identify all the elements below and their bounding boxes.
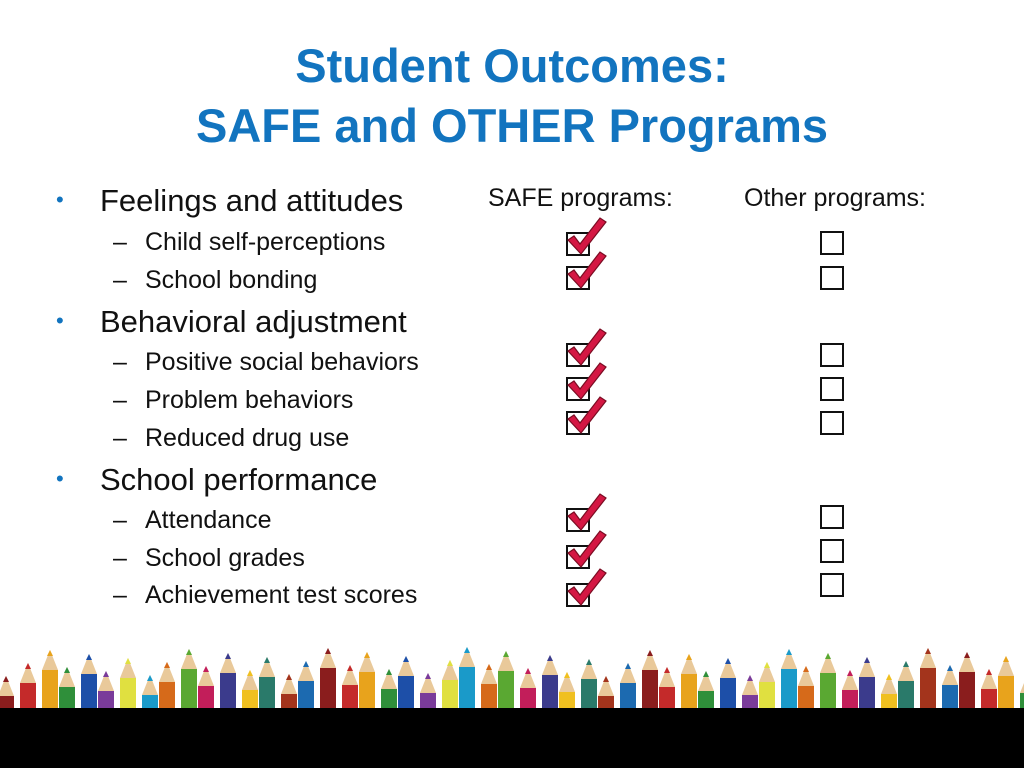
category-label: Feelings and attitudes [100,183,404,218]
bullet-icon: • [56,308,64,333]
outcome-label: Child self-perceptions [145,228,386,256]
pencil-icon [498,651,514,716]
category-feelings [56,183,403,219]
pencil-icon [42,650,58,716]
pencil-icon [542,655,558,716]
other-checkbox [820,231,844,255]
pencil-icon [820,653,836,716]
outcome-row [113,506,272,535]
pencil-icon [359,652,375,716]
outcome-row [113,544,305,573]
dash-icon: – [113,544,127,572]
other-column-header: Other programs: [744,184,927,212]
other-checkbox [820,539,844,563]
category-school [56,462,377,498]
title-line-1: Student Outcomes: [295,39,729,92]
pencil-icon [181,649,197,716]
pencil-icon [920,648,936,716]
dash-icon: – [113,348,127,376]
red-checkmark-icon [564,492,608,532]
category-behavioral [56,304,407,340]
bullet-icon: • [56,187,64,212]
outcome-label: Achievement test scores [145,581,418,609]
safe-column-header: SAFE programs: [488,184,673,212]
pencil-icon [320,648,336,716]
other-checkbox [820,573,844,597]
pencil-icon [220,653,236,716]
outcome-label: Reduced drug use [145,424,350,452]
category-label: School performance [100,462,378,497]
outcome-row [113,348,419,377]
bullet-icon: • [56,466,64,491]
outcome-row [113,386,353,415]
other-checkbox [820,505,844,529]
pencil-icon [398,656,414,716]
dash-icon: – [113,581,127,609]
pencil-icon [681,654,697,716]
dash-icon: – [113,228,127,256]
dash-icon: – [113,506,127,534]
other-checkbox [820,411,844,435]
dash-icon: – [113,424,127,452]
outcome-label: Attendance [145,506,272,534]
colored-pencils-banner [0,620,1024,716]
pencil-icon [998,656,1014,716]
red-checkmark-icon [564,567,608,607]
dash-icon: – [113,266,127,294]
other-checkbox [820,266,844,290]
outcome-row [113,581,417,610]
outcome-row [113,424,349,453]
red-checkmark-icon [564,250,608,290]
title-line-2: SAFE and OTHER Programs [196,99,828,152]
outcome-row [113,228,385,257]
red-checkmark-icon [564,395,608,435]
outcome-label: School grades [145,544,305,572]
red-checkmark-icon [564,529,608,569]
category-label: Behavioral adjustment [100,304,407,339]
pencil-icon [459,647,475,716]
outcome-label: Problem behaviors [145,386,354,414]
outcome-row [113,266,317,295]
pencil-icon [81,654,97,716]
pencil-icon [642,650,658,716]
outcome-label: School bonding [145,266,318,294]
pencil-icon [781,649,797,716]
dash-icon: – [113,386,127,414]
bottom-black-band [0,708,1024,768]
slide-title [0,36,1024,156]
pencil-icon [959,652,975,716]
other-checkbox [820,377,844,401]
other-checkbox [820,343,844,367]
outcome-label: Positive social behaviors [145,348,419,376]
